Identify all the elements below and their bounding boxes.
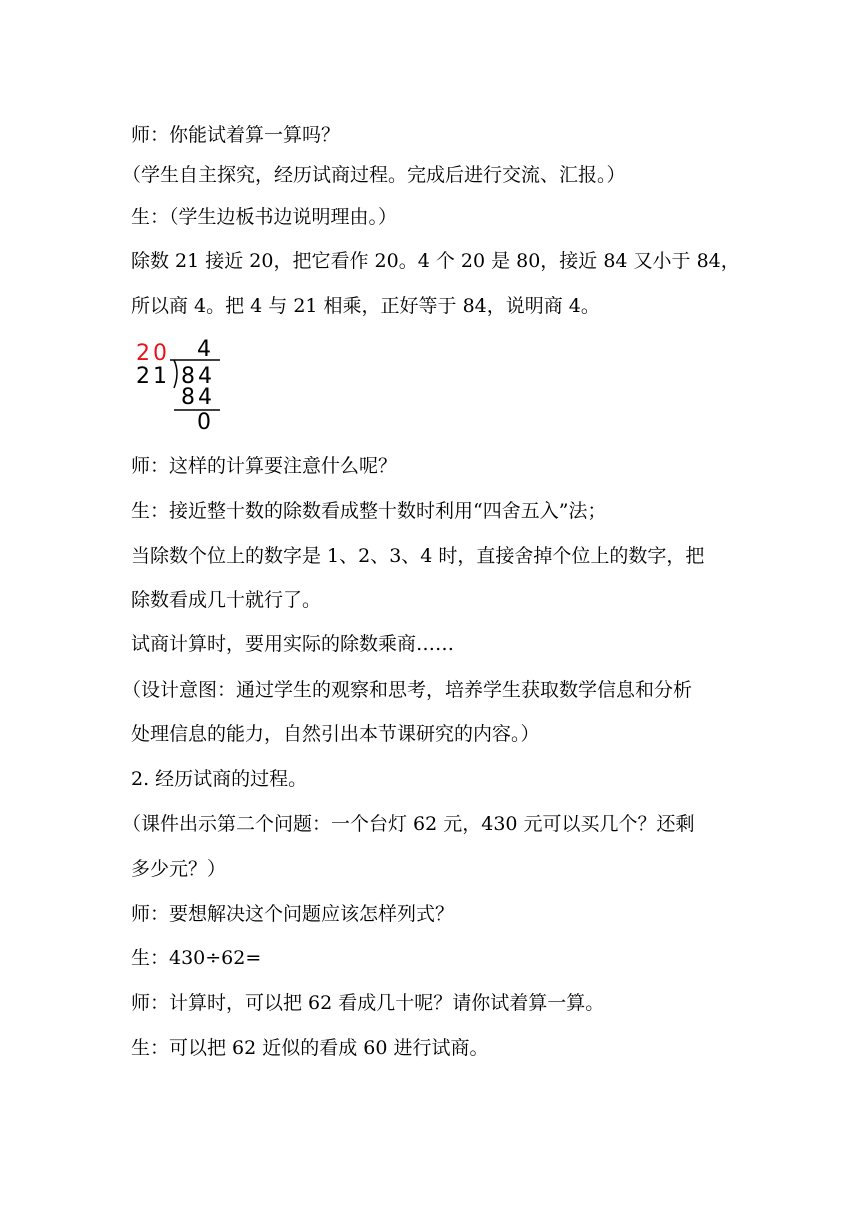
text-line: 处理信息的能力，自然引出本节课研究的内容。） bbox=[131, 723, 540, 745]
division-bracket bbox=[174, 360, 177, 388]
text-line: 生：接近整十数的除数看成整十数时利用“四舍五入”法； bbox=[131, 500, 607, 522]
text-line: 多少元？） bbox=[131, 858, 227, 880]
dividend: 84 bbox=[181, 364, 215, 389]
text-line: 2. 经历试商的过程。 bbox=[131, 768, 308, 790]
text-line: 试商计算时，要用实际的除数乘商…… bbox=[131, 633, 455, 655]
text-line: 当除数个位上的数字是 1、2、3、4 时，直接舍掉个位上的数字，把 bbox=[131, 545, 705, 567]
text-line: 除数 21 接近 20，把它看作 20。4 个 20 是 80，接近 84 又小于 84， bbox=[131, 250, 740, 272]
text-line: 师：要想解决这个问题应该怎样列式？ bbox=[131, 903, 455, 925]
text-line: 师：你能试着算一算吗？ bbox=[131, 124, 341, 146]
text-line: （设计意图：通过学生的观察和思考，培养学生获取数学信息和分析 bbox=[122, 679, 693, 701]
text-line: 生：430÷62= bbox=[131, 947, 262, 969]
text-line: 除数看成几十就行了。 bbox=[131, 589, 322, 611]
product: 84 bbox=[181, 385, 215, 410]
text-line: （学生自主探究，经历试商过程。完成后进行交流、汇报。） bbox=[122, 164, 626, 186]
quotient: 4 bbox=[197, 337, 214, 362]
text-line: 生：（学生边板书边说明理由。） bbox=[131, 206, 398, 228]
text-line: 所以商 4。把 4 与 21 相乘，正好等于 84，说明商 4。 bbox=[131, 295, 600, 317]
long-division-figure bbox=[134, 339, 234, 435]
estimated-divisor: 20 bbox=[136, 341, 170, 366]
text-line: 生：可以把 62 近似的看成 60 进行试商。 bbox=[131, 1037, 489, 1059]
text-line: （课件出示第二个问题：一个台灯 62 元，430 元可以买几个？还剩 bbox=[122, 813, 695, 835]
divisor: 21 bbox=[136, 364, 170, 389]
remainder: 0 bbox=[197, 410, 214, 435]
text-line: 师：计算时，可以把 62 看成几十呢？请你试着算一算。 bbox=[131, 992, 605, 1014]
text-line: 师：这样的计算要注意什么呢？ bbox=[131, 455, 398, 477]
